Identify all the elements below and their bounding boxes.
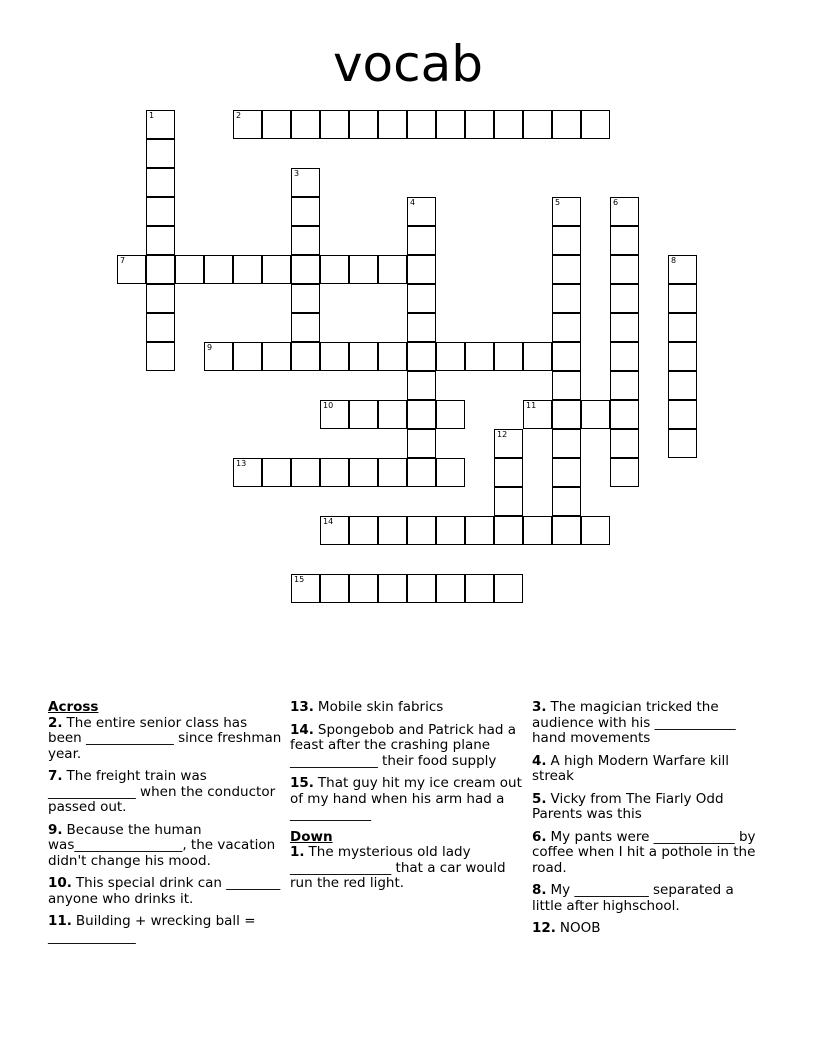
clue-number: 5: [555, 198, 561, 207]
clue-number: 3.: [532, 699, 547, 715]
grid-cell[interactable]: [146, 168, 175, 197]
grid-cell[interactable]: [204, 255, 233, 284]
grid-cell[interactable]: [291, 458, 320, 487]
across-clue: [290, 700, 526, 716]
grid-cell[interactable]: [581, 400, 610, 429]
grid-cell[interactable]: [175, 255, 204, 284]
clue-number: 6: [613, 198, 619, 207]
grid-cell[interactable]: [610, 313, 639, 342]
clue-number: 10: [323, 401, 334, 410]
grid-cell[interactable]: [523, 342, 552, 371]
across-clue: [48, 914, 284, 945]
grid-cell[interactable]: [378, 574, 407, 603]
grid-cell[interactable]: [610, 197, 639, 226]
grid-cell[interactable]: [407, 110, 436, 139]
grid-cell[interactable]: [610, 429, 639, 458]
across-clue: [290, 723, 526, 770]
grid-cell[interactable]: [552, 255, 581, 284]
clue-number: 8.: [532, 882, 547, 898]
grid-cell[interactable]: [204, 342, 233, 371]
grid-cell[interactable]: [552, 313, 581, 342]
grid-cell[interactable]: [146, 197, 175, 226]
grid-cell[interactable]: [436, 574, 465, 603]
grid-cell[interactable]: [407, 429, 436, 458]
grid-cell[interactable]: [262, 458, 291, 487]
grid-cell[interactable]: [407, 197, 436, 226]
clue-number: 3: [294, 169, 300, 178]
grid-cell[interactable]: [378, 516, 407, 545]
clue-number: 2: [236, 111, 242, 120]
clue-number: 9: [207, 343, 213, 352]
clue-number: 4: [410, 198, 416, 207]
grid-cell[interactable]: [407, 574, 436, 603]
grid-cell[interactable]: [233, 342, 262, 371]
grid-cell[interactable]: [436, 458, 465, 487]
grid-cell[interactable]: [146, 313, 175, 342]
clue-text: The freight train was _____________ when the conductor passed out.: [48, 768, 276, 815]
grid-cell[interactable]: [552, 342, 581, 371]
grid-cell[interactable]: [465, 342, 494, 371]
grid-cell[interactable]: [581, 516, 610, 545]
grid-cell[interactable]: [668, 255, 697, 284]
grid-cell[interactable]: [610, 371, 639, 400]
grid-cell[interactable]: [291, 313, 320, 342]
grid-cell[interactable]: [349, 342, 378, 371]
grid-cell[interactable]: [233, 110, 262, 139]
grid-cell[interactable]: [146, 110, 175, 139]
grid-cell[interactable]: [523, 110, 552, 139]
grid-cell[interactable]: [378, 255, 407, 284]
grid-cell[interactable]: [407, 400, 436, 429]
grid-cell[interactable]: [436, 342, 465, 371]
grid-cell[interactable]: [407, 371, 436, 400]
clue-number: 12: [497, 430, 508, 439]
clue-number: 15.: [290, 775, 314, 791]
grid-cell[interactable]: [668, 400, 697, 429]
grid-cell[interactable]: [465, 574, 494, 603]
page-title: vocab: [332, 35, 484, 93]
grid-cell[interactable]: [494, 574, 523, 603]
grid-cell[interactable]: [262, 110, 291, 139]
down-clue: [532, 830, 768, 877]
grid-cell[interactable]: [146, 139, 175, 168]
clue-number: 4.: [532, 752, 547, 769]
grid-cell[interactable]: [320, 342, 349, 371]
down-heading: Down: [290, 828, 333, 845]
grid-cell[interactable]: [465, 110, 494, 139]
grid-cell[interactable]: [523, 400, 552, 429]
grid-cell[interactable]: [494, 110, 523, 139]
clue-number: 10.: [48, 875, 72, 891]
across-clue: [48, 823, 284, 870]
grid-cell[interactable]: [610, 226, 639, 255]
clue-text: The magician tricked the audience with his ____________ hand movements: [532, 699, 736, 746]
grid-cell[interactable]: [610, 284, 639, 313]
clue-number: 2.: [48, 714, 63, 731]
grid-cell[interactable]: [552, 197, 581, 226]
grid-cell[interactable]: [378, 400, 407, 429]
clues-column-1: [48, 700, 284, 952]
grid-cell[interactable]: [407, 313, 436, 342]
clue-text: Because the human was________________, the vacation didn't change his mood.: [48, 821, 276, 869]
down-clue: [532, 700, 768, 747]
clue-text: The entire senior class has been _____________ since freshman year.: [48, 714, 282, 762]
clue-text: A high Modern Warfare kill streak: [532, 752, 729, 784]
grid-cell[interactable]: [349, 516, 378, 545]
grid-cell[interactable]: [668, 429, 697, 458]
clue-text: NOOB: [559, 920, 601, 936]
grid-cell[interactable]: [552, 110, 581, 139]
clue-number: 6.: [532, 828, 547, 845]
across-clue: [48, 716, 284, 763]
grid-cell[interactable]: [320, 255, 349, 284]
grid-cell[interactable]: [349, 458, 378, 487]
grid-cell[interactable]: [494, 342, 523, 371]
grid-cell[interactable]: [291, 110, 320, 139]
clue-number: 11.: [48, 913, 72, 929]
grid-cell[interactable]: [146, 342, 175, 371]
grid-cell[interactable]: [552, 429, 581, 458]
grid-cell[interactable]: [349, 110, 378, 139]
clue-text: My ___________ separated a little after highschool.: [532, 882, 734, 914]
grid-cell[interactable]: [494, 429, 523, 458]
clues-column-3: [532, 700, 768, 944]
grid-cell[interactable]: [291, 226, 320, 255]
grid-cell[interactable]: [494, 516, 523, 545]
clue-number: 14.: [290, 721, 314, 738]
grid-cell[interactable]: [320, 574, 349, 603]
grid-cell[interactable]: [407, 255, 436, 284]
across-heading: Across: [48, 699, 99, 715]
grid-cell[interactable]: [291, 574, 320, 603]
clue-number: 13.: [290, 699, 314, 715]
clue-number: 9.: [48, 821, 63, 838]
grid-cell[interactable]: [378, 110, 407, 139]
clue-text: That guy hit my ice cream out of my hand when his arm had a ____________: [290, 775, 522, 822]
grid-cell[interactable]: [320, 516, 349, 545]
grid-cell[interactable]: [320, 110, 349, 139]
grid-cell[interactable]: [494, 487, 523, 516]
grid-cell[interactable]: [146, 226, 175, 255]
grid-cell[interactable]: [610, 458, 639, 487]
grid-cell[interactable]: [262, 342, 291, 371]
down-clue: [532, 883, 768, 914]
down-clue: [532, 792, 768, 823]
grid-cell[interactable]: [349, 255, 378, 284]
grid-cell[interactable]: [552, 458, 581, 487]
grid-cell[interactable]: [291, 284, 320, 313]
grid-cell[interactable]: [610, 400, 639, 429]
grid-cell[interactable]: [262, 255, 291, 284]
grid-cell[interactable]: [552, 371, 581, 400]
across-clue: [48, 876, 284, 907]
grid-cell[interactable]: [291, 168, 320, 197]
down-clue: [290, 845, 526, 892]
grid-cell[interactable]: [552, 516, 581, 545]
down-clue: [532, 921, 768, 937]
grid-cell[interactable]: [552, 284, 581, 313]
grid-cell[interactable]: [668, 342, 697, 371]
grid-cell[interactable]: [610, 342, 639, 371]
grid-cell[interactable]: [552, 400, 581, 429]
grid-cell[interactable]: [233, 458, 262, 487]
across-clue: [48, 769, 284, 816]
grid-cell[interactable]: [146, 255, 175, 284]
grid-cell[interactable]: [436, 516, 465, 545]
across-clue-list: [48, 716, 284, 946]
grid-cell[interactable]: [610, 255, 639, 284]
clue-number: 1: [149, 111, 155, 120]
grid-cell[interactable]: [552, 226, 581, 255]
clue-number: 7.: [48, 768, 63, 784]
clue-text: This special drink can ________ anyone who drinks it.: [48, 875, 281, 907]
clue-number: 11: [526, 401, 537, 410]
clue-text: Building + wrecking ball = _____________: [48, 913, 256, 945]
clue-number: 8: [671, 256, 677, 265]
grid-cell[interactable]: [494, 458, 523, 487]
grid-cell[interactable]: [407, 516, 436, 545]
grid-cell[interactable]: [320, 458, 349, 487]
clue-text: Vicky from The Fiarly Odd Parents was this: [532, 790, 724, 822]
grid-cell[interactable]: [465, 516, 494, 545]
clue-text: The mysterious old lady _______________ that a car would run the red light.: [290, 844, 506, 891]
grid-cell[interactable]: [407, 458, 436, 487]
grid-cell[interactable]: [378, 342, 407, 371]
grid-cell[interactable]: [349, 574, 378, 603]
clue-number: 12.: [532, 920, 556, 936]
grid-cell[interactable]: [668, 284, 697, 313]
clue-number: 14: [323, 517, 334, 526]
down-clue-list-continued: [532, 700, 768, 937]
grid-cell[interactable]: [291, 255, 320, 284]
grid-cell[interactable]: [523, 516, 552, 545]
grid-cell[interactable]: [407, 342, 436, 371]
clues-column-2: [290, 700, 526, 899]
grid-cell[interactable]: [668, 313, 697, 342]
across-clue-list-continued: [290, 700, 526, 823]
grid-cell[interactable]: [552, 487, 581, 516]
grid-cell[interactable]: [407, 226, 436, 255]
clue-number: 7: [120, 256, 126, 265]
grid-cell[interactable]: [349, 400, 378, 429]
clue-number: 1.: [290, 844, 305, 860]
across-clue: [290, 776, 526, 823]
down-clue: [532, 754, 768, 785]
grid-cell[interactable]: [436, 400, 465, 429]
grid-cell[interactable]: [117, 255, 146, 284]
down-clue-list: [290, 845, 526, 892]
clue-number: 5.: [532, 790, 547, 807]
clue-number: 13: [236, 459, 247, 468]
grid-cell[interactable]: [436, 110, 465, 139]
grid-cell[interactable]: [668, 371, 697, 400]
grid-cell[interactable]: [233, 255, 262, 284]
grid-cell[interactable]: [378, 458, 407, 487]
grid-cell[interactable]: [581, 110, 610, 139]
grid-cell[interactable]: [291, 197, 320, 226]
clue-number: 15: [294, 575, 305, 584]
grid-cell[interactable]: [407, 284, 436, 313]
clue-text: Spongebob and Patrick had a feast after the crashing plane _____________ their food supply: [290, 721, 517, 769]
clue-text: Mobile skin fabrics: [317, 699, 444, 715]
clue-text: My pants were ____________ by coffee when I hit a pothole in the road.: [532, 828, 756, 876]
grid-cell[interactable]: [291, 342, 320, 371]
grid-cell[interactable]: [146, 284, 175, 313]
grid-cell[interactable]: [320, 400, 349, 429]
